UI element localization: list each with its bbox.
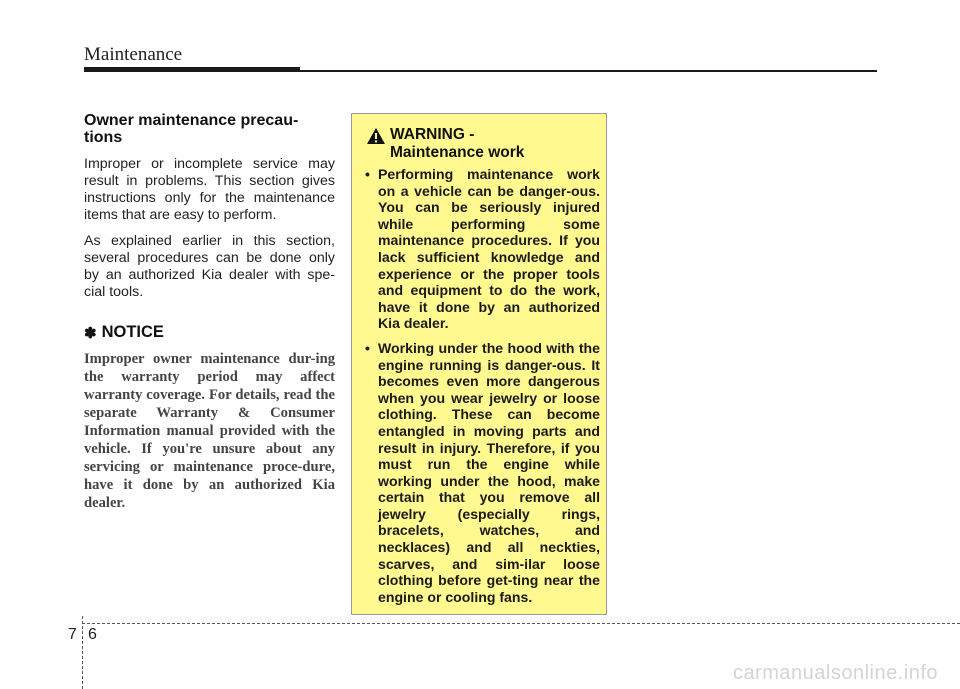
header-rule-thin (300, 70, 877, 72)
warning-item (362, 166, 600, 332)
header-rule-thick (84, 67, 300, 72)
watermark: carmanualsonline.info (732, 662, 938, 684)
notice-asterisk-icon: ✽ (84, 324, 97, 342)
warning-box (351, 113, 607, 615)
left-column (84, 112, 335, 512)
warning-title-line-1: WARNING - (390, 126, 475, 143)
bullet-icon: • (365, 339, 370, 356)
footer-vertical-divider (82, 616, 83, 689)
warning-item (362, 340, 600, 606)
warning-triangle-icon (366, 127, 386, 145)
notice-heading-label: NOTICE (101, 323, 164, 341)
notice-text: Improper owner maintenance dur-ing the warranty period may affect warranty coverage. For details, read the separate Warranty & Consumer Information manual provided with the vehicle. If you're unsure about any servicing or maintenance proce-dure, have it done by an authorized Kia dealer. (84, 351, 335, 511)
chapter-number: 7 (68, 626, 77, 643)
page-header-title: Maintenance (84, 44, 183, 65)
warning-title-line-2: Maintenance work (390, 144, 525, 161)
bullet-icon: • (365, 166, 370, 182)
warning-list (362, 166, 600, 613)
paragraph-1: Improper or incomplete service may result in problems. This section gives instructions only for the maintenance items that are easy to perform. (84, 156, 335, 223)
warning-item-text: Performing maintenance work on a vehicle can be danger-ous. You can be seriously injured while performing some maintenance procedures. If you lack sufficient knowledge and experience or the proper tools and equipment to do the work, have it done by an authorized Kia dealer. (378, 166, 600, 332)
warning-header (366, 126, 524, 162)
section-title: Owner maintenance precau- tions (84, 112, 299, 146)
warning-item-text: Working under the hood with the engine running is danger-ous. It becomes even more dangerous when you wear jewelry or loose clothing. These can become entangled in moving parts and result in injury. Therefore, if you must run the engine while working under the hood, make certain that you remove all jewelry (especially rings, bracelets, watches, and necklaces) and all neckties, scarves, and sim-ilar loose clothing before get-ting near the engine or cooling fans. (378, 339, 600, 605)
warning-title (390, 126, 524, 162)
paragraph-2: As explained earlier in this section, several procedures can be done only by an authorized Kia dealer with spe-cial tools. (84, 233, 335, 300)
footer-horizontal-divider (82, 623, 960, 624)
notice-heading (84, 323, 335, 342)
page-number: 6 (88, 626, 97, 643)
